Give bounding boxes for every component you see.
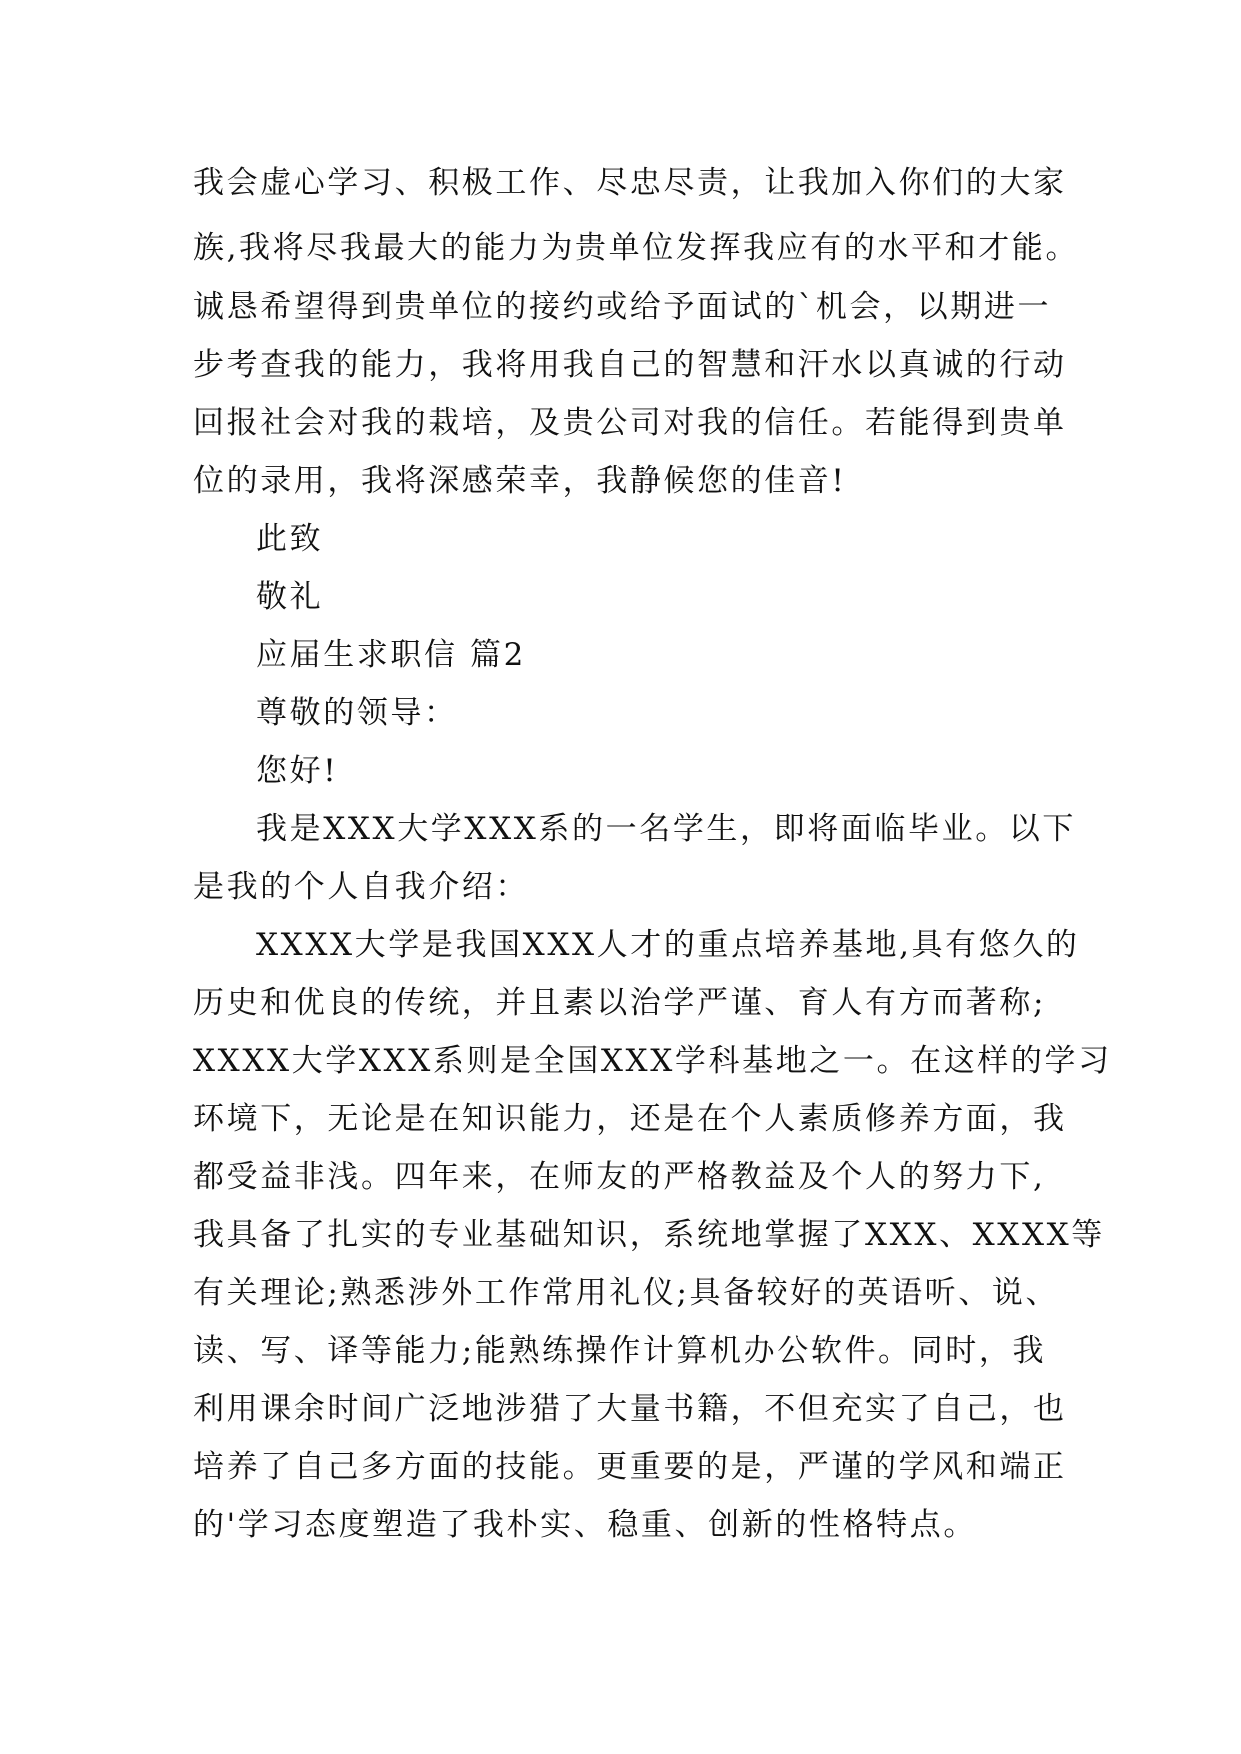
text-line: 我是XXX大学XXX系的一名学生，即将面临毕业。以下 bbox=[256, 811, 1077, 847]
text-line: 环境下，无论是在知识能力，还是在个人素质修养方面，我 bbox=[193, 1101, 1067, 1137]
greeting-line: 尊敬的领导： bbox=[256, 695, 458, 731]
text-line: 族,我将尽我最大的能力为贵单位发挥我应有的水平和才能。 bbox=[193, 230, 1080, 266]
text-line: 都受益非浅。四年来，在师友的严格教益及个人的努力下, bbox=[193, 1159, 1046, 1195]
text-line: XXXX大学是我国XXX人才的重点培养基地,具有悠久的 bbox=[256, 927, 1080, 963]
closing-salutation: 此致 bbox=[256, 521, 324, 557]
text-line: 步考查我的能力，我将用我自己的智慧和汗水以真诚的行动 bbox=[193, 347, 1067, 383]
text-line: 利用课余时间广泛地涉猎了大量书籍，不但充实了自己，也 bbox=[193, 1391, 1067, 1427]
text-line: 我会虚心学习、积极工作、尽忠尽责，让我加入你们的大家 bbox=[193, 165, 1067, 201]
text-line: 回报社会对我的栽培，及贵公司对我的信任。若能得到贵单 bbox=[193, 405, 1067, 441]
text-line: 是我的个人自我介绍： bbox=[193, 869, 529, 905]
text-line: 的'学习态度塑造了我朴实、稳重、创新的性格特点。 bbox=[193, 1507, 977, 1543]
section-heading: 应届生求职信 篇2 bbox=[256, 637, 526, 673]
closing-regards: 敬礼 bbox=[256, 579, 324, 615]
text-line: 历史和优良的传统，并且素以治学严谨、育人有方而著称; bbox=[193, 985, 1047, 1021]
text-line: 我具备了扎实的专业基础知识，系统地掌握了XXX、XXXX等 bbox=[193, 1217, 1105, 1253]
text-line: 读、写、译等能力;能熟练操作计算机办公软件。同时，我 bbox=[193, 1333, 1047, 1369]
text-line: 培养了自己多方面的技能。更重要的是，严谨的学风和端正 bbox=[193, 1449, 1067, 1485]
greeting-line: 您好! bbox=[256, 753, 339, 789]
text-line: XXXX大学XXX系则是全国XXX学科基地之一。在这样的学习 bbox=[193, 1043, 1112, 1079]
text-line: 位的录用，我将深感荣幸，我静候您的佳音! bbox=[193, 463, 847, 499]
text-line: 有关理论;熟悉涉外工作常用礼仪;具备较好的英语听、说、 bbox=[193, 1275, 1060, 1311]
text-line: 诚恳希望得到贵单位的接约或给予面试的`机会，以期进一 bbox=[193, 289, 1052, 325]
